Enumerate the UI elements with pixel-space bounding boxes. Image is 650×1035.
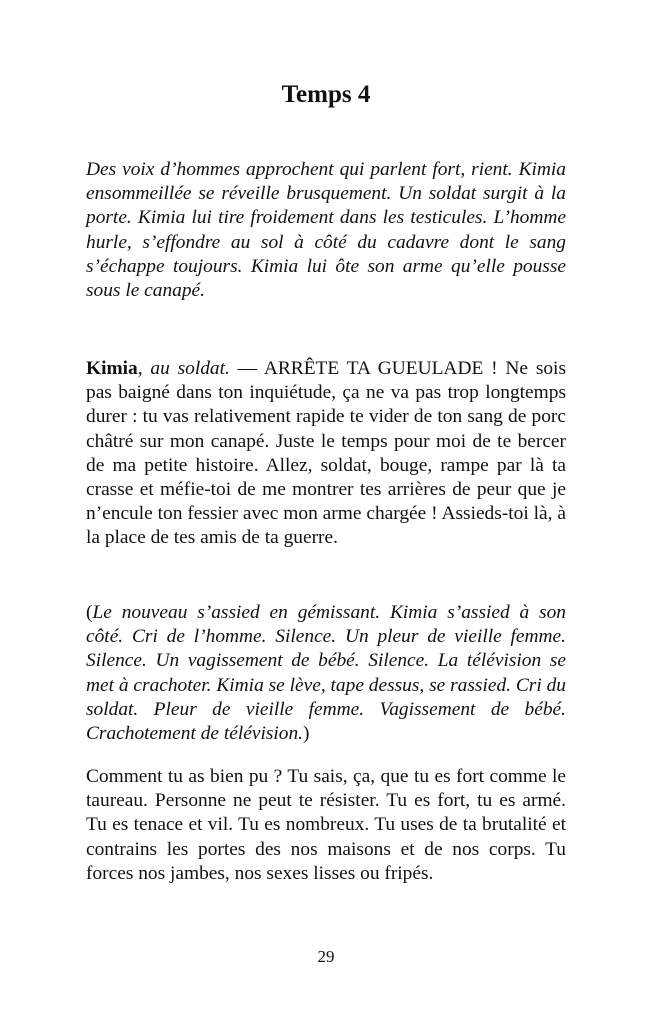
speaker-name: Kimia: [86, 358, 138, 379]
speech-qualifier: au soldat.: [150, 358, 230, 379]
paren-open: (: [86, 602, 93, 623]
page-title: Temps 4: [281, 81, 371, 108]
parenthetical-direction: [86, 601, 566, 746]
paren-close: ): [303, 723, 310, 745]
speaker-separator: ,: [137, 358, 151, 379]
speech-text: — ARRÊTE TA GUEULADE ! Ne sois pas baigné dans ton inquiétude, ça ne va pas trop longtemps durer : tu vas relativement rapide te vider de ton sang de porc châtré sur mon canapé. Juste le temps pour moi de te bercer de ma petite histoire. Allez, soldat, bouge, rampe par là ta crasse et méfie-toi de me montrer tes arrières de peur que je n’encule ton fessier avec mon arme chargée ! Assieds-toi là, à la place de tes amis de ta guerre.: [86, 358, 566, 549]
book-page: [86, 0, 566, 1035]
stage-direction: Des voix d’hommes approchent qui parlent fort, rient. Kimia ensommeillée se réveille brusquement. Un soldat surgit à la porte. Kimia lui tire froidement dans les testicules. L’homme hurle, s’effondre au sol à côté du cadavre dont le sang s’échappe toujours. Kimia lui ôte son arme qu’elle pousse sous le canapé.: [86, 159, 566, 302]
parenthetical-text: Le nouveau s’assied en gémissant. Kimia s’assied à son côté. Cri de l’homme. Silence. Un pleur de vieille femme. Silence. Un vagissement de bébé. Silence. La télévision se met à crachoter. Kimia se lève, tape dessus, se rassied. Cri du soldat. Pleur de vieille femme. Vagissement de bébé. Crachotement de télévision.: [86, 602, 566, 745]
speech-paragraph: [86, 357, 566, 551]
page-number: 29: [317, 947, 335, 966]
speech-continued: Comment tu as bien pu ? Tu sais, ça, que tu es fort comme le taureau. Personne ne peut te résister. Tu es fort, tu es armé. Tu es tenace et vil. Tu es nombreux. Tu uses de ta brutalité et contrains les portes des nos maisons et de nos corps. Tu forces nos jambes, nos sexes lisses ou fripés.: [86, 766, 566, 884]
